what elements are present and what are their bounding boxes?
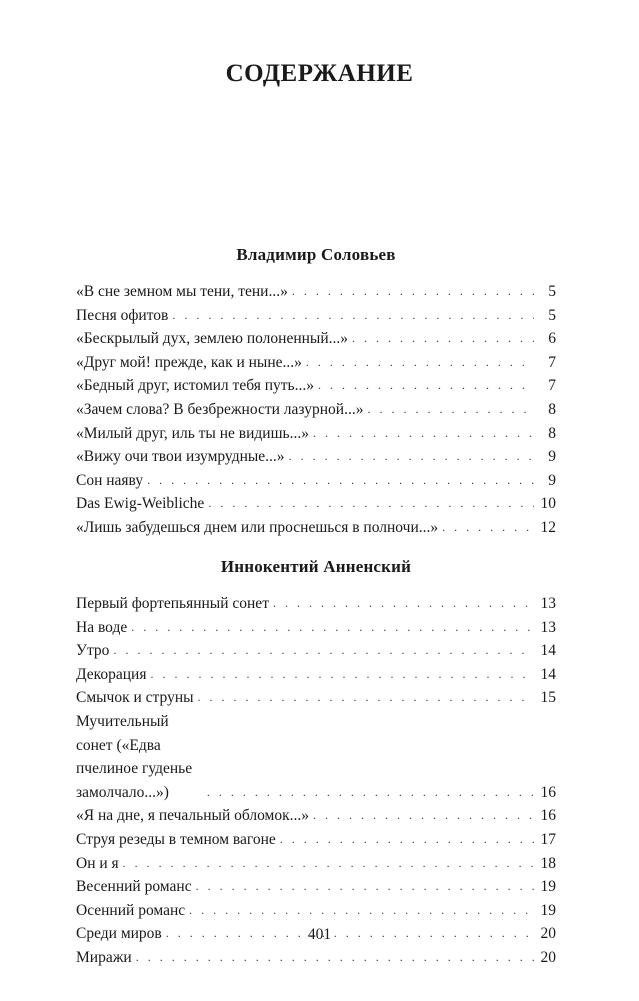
toc-entry-page: 20 (540, 925, 556, 943)
toc-entry (76, 327, 556, 351)
toc-entry (76, 852, 556, 876)
toc-entry-title: Мучительный сонет («Едва пчелиное гуденье замолчало...») (76, 712, 193, 801)
toc-entry-page: 16 (540, 783, 556, 801)
toc-entry-title: Осенний романс (76, 901, 186, 919)
toc-entry-page: 7 (548, 377, 556, 395)
toc-entry-page: 12 (540, 518, 556, 536)
toc-entry (76, 280, 556, 304)
toc-entry (76, 469, 556, 493)
toc-entry-page: 20 (540, 948, 556, 966)
dot-leader (289, 445, 534, 469)
toc-entry (76, 516, 556, 540)
dot-leader (189, 899, 534, 923)
toc-entry (76, 492, 556, 516)
dot-leader (273, 592, 534, 616)
author-heading: Владимир Соловьев (236, 245, 396, 264)
toc-entry (76, 686, 556, 710)
toc-entry-title: «В сне земном мы тени, тени...» (76, 283, 288, 300)
toc-entry-title: Миражи (76, 948, 132, 966)
dot-leader (172, 304, 534, 328)
toc-entry-title: «Зачем слова? В безбрежности лазурной...» (76, 400, 364, 418)
toc-entry-title: «Я на дне, я печальный обломок...» (76, 807, 310, 825)
toc-entry (76, 946, 556, 970)
toc-entry-page: 8 (548, 400, 556, 418)
dot-leader (352, 327, 534, 351)
dot-leader (123, 852, 534, 876)
toc-entry (76, 592, 556, 616)
dot-leader (147, 469, 534, 493)
toc-entry-title: На воде (76, 618, 128, 636)
toc-entry (76, 304, 556, 328)
toc-entry (76, 710, 556, 804)
toc-entry-page: 7 (548, 353, 556, 371)
toc-entry-title: Песня офитов (76, 306, 169, 324)
toc-entry (76, 422, 556, 446)
toc-entry-page: 16 (540, 807, 556, 825)
toc-list (76, 280, 556, 540)
dot-leader (313, 804, 534, 828)
toc-entry (76, 828, 556, 852)
dot-leader (207, 781, 534, 805)
toc-entry (76, 374, 556, 398)
toc-entry-title: «Друг мой! прежде, как и ныне...» (76, 353, 302, 371)
toc-entry-page: 5 (548, 306, 556, 324)
toc-entry (76, 398, 556, 422)
toc-entry (76, 639, 556, 663)
toc-entry-title: Весенний романс (76, 878, 192, 896)
dot-leader (292, 280, 534, 304)
page-title: СОДЕРЖАНИЕ (225, 60, 414, 87)
toc-entry (76, 351, 556, 375)
toc-entry-page: 13 (540, 618, 556, 636)
toc-entry-page: 19 (540, 878, 556, 896)
toc-entry (76, 445, 556, 469)
toc-entry-page: 18 (540, 854, 556, 872)
dot-leader (442, 516, 534, 540)
toc-entry-title: «Милый друг, иль ты не видишь...» (76, 424, 309, 442)
toc-entry-page: 8 (548, 424, 556, 442)
toc-entry-title: Среди миров (76, 925, 162, 943)
toc-entry-page: 15 (540, 689, 556, 707)
toc-section-soloviev (76, 242, 556, 540)
dot-leader (208, 492, 534, 516)
dot-leader (196, 875, 534, 899)
toc-entry-title: Утро (76, 642, 110, 660)
page-number: 401 (307, 926, 332, 943)
toc-entry-page: 14 (540, 642, 556, 660)
toc-entry-page: 14 (540, 665, 556, 683)
toc-entry-title: «Бедный друг, истомил тебя путь...» (76, 377, 314, 395)
toc-entry-title: Струя резеды в темном вагоне (76, 830, 276, 848)
toc-entry-title: Das Ewig-Weibliche (76, 495, 205, 513)
dot-leader (306, 351, 534, 375)
dot-leader (367, 398, 534, 422)
author-heading: Иннокентий Анненский (220, 557, 412, 576)
dot-leader (150, 663, 534, 687)
toc-entry-page: 6 (548, 330, 556, 348)
toc-entry-page: 19 (540, 901, 556, 919)
toc-entry-page: 5 (548, 283, 556, 300)
toc-entry (76, 875, 556, 899)
toc-entry-title: Он и я (76, 854, 119, 872)
toc-entry (76, 804, 556, 828)
dot-leader (318, 374, 534, 398)
dot-leader (136, 946, 534, 970)
toc-entry-page: 13 (540, 595, 556, 612)
toc-entry (76, 899, 556, 923)
toc-entry (76, 663, 556, 687)
dot-leader (313, 422, 534, 446)
dot-leader (280, 828, 534, 852)
toc-list (76, 592, 556, 970)
toc-entry-title: Первый фортепьянный сонет (76, 595, 269, 612)
toc-entry-page: 9 (548, 448, 556, 466)
dot-leader (198, 686, 534, 710)
toc-section-annensky (76, 554, 556, 970)
toc-entry (76, 616, 556, 640)
toc-entry-title: «Бескрылый дух, землею полоненный...» (76, 330, 348, 348)
toc-entry-page: 9 (548, 471, 556, 489)
toc-entry-title: Декорация (76, 665, 147, 683)
toc-entry-title: Смычок и струны (76, 689, 194, 707)
dot-leader (113, 639, 534, 663)
toc-entry-title: «Лишь забудешься днем или проснешься в полночи...» (76, 518, 439, 536)
toc-entry-title: «Вижу очи твои изумрудные...» (76, 448, 285, 466)
toc-entry-page: 10 (540, 495, 556, 513)
toc-entry-title: Сон наяву (76, 471, 144, 489)
dot-leader (131, 616, 534, 640)
toc-entry-page: 17 (540, 830, 556, 848)
